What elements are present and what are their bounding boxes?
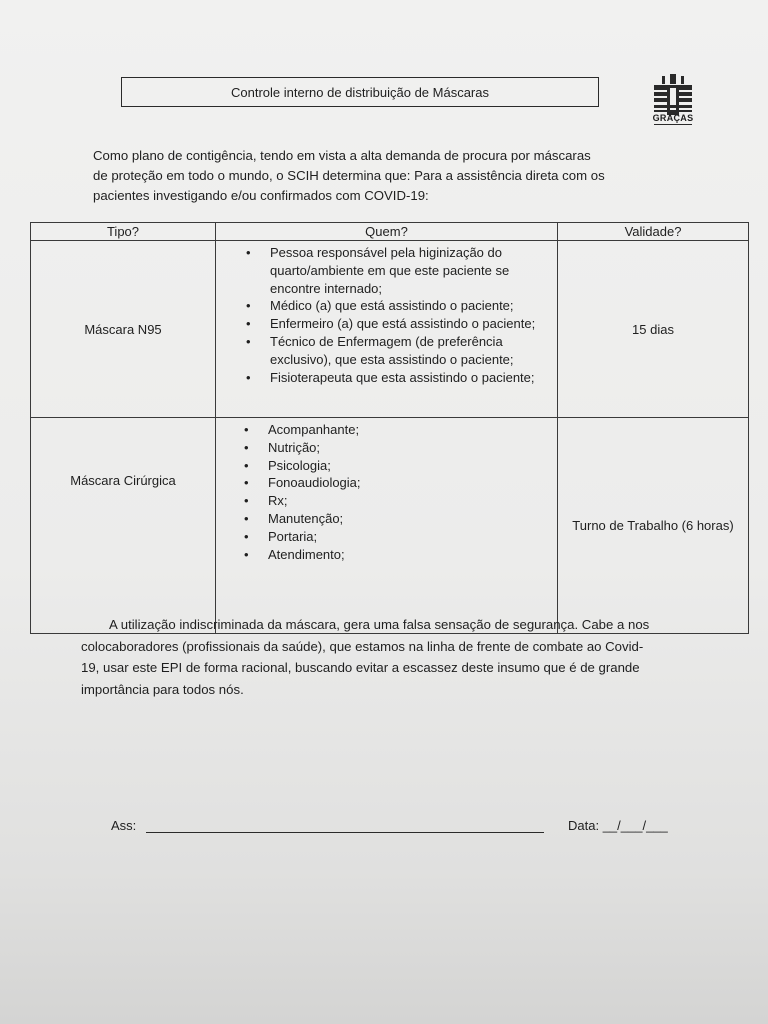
list-item: • Enfermeiro (a) que está assistindo o paciente; [246, 315, 557, 333]
date-field[interactable] [568, 818, 668, 833]
list-item: • Atendimento; [244, 546, 557, 564]
date-label: Data: [568, 818, 600, 833]
quem-cell [216, 418, 558, 634]
list-item: • Fisioterapeuta que esta assistindo o paciente; [246, 369, 557, 387]
list-item: • Portaria; [244, 528, 557, 546]
closing-line: 19, usar este EPI de forma racional, buscando evitar a escassez deste insumo que é de grande [81, 660, 640, 675]
quem-cell [216, 241, 558, 418]
list-item: • Técnico de Enfermagem (de preferência exclusivo), que esta assistindo o paciente; [246, 333, 557, 369]
list-item: • Pessoa responsável pela higinização do quarto/ambiente em que este paciente se encontre internado; [246, 244, 557, 297]
header-tipo: Tipo? [31, 223, 216, 241]
list-item: • Fonoaudiologia; [244, 474, 557, 492]
tipo-cell: Máscara Cirúrgica [31, 418, 216, 634]
quem-list [216, 421, 557, 563]
list-item: • Acompanhante; [244, 421, 557, 439]
signature-label: Ass: [111, 818, 137, 833]
document-title: Controle interno de distribuição de Máscaras [231, 84, 489, 100]
document-title-box [121, 77, 599, 107]
logo-text: GRAÇAS [652, 113, 694, 123]
table-row [31, 241, 749, 418]
date-blank: __/___/___ [602, 818, 668, 833]
validade-cell: Turno de Trabalho (6 horas) [558, 418, 749, 634]
intro-paragraph [93, 146, 633, 206]
intro-line: de proteção em todo o mundo, o SCIH determina que: Para a assistência direta com os [93, 168, 605, 183]
list-item: • Psicologia; [244, 457, 557, 475]
validade-cell: 15 dias [558, 241, 749, 418]
intro-line: Como plano de contigência, tendo em vista a alta demanda de procura por máscaras [93, 148, 591, 163]
list-item: • Rx; [244, 492, 557, 510]
header-quem: Quem? [216, 223, 558, 241]
header-validade: Validade? [558, 223, 749, 241]
logo-underline [654, 124, 692, 125]
tipo-cell: Máscara N95 [31, 241, 216, 418]
hospital-logo [652, 72, 694, 128]
table-row [31, 418, 749, 634]
closing-line: A utilização indiscriminada da máscara, gera uma falsa sensação de segurança. Cabe a nos [109, 617, 650, 632]
closing-line: colocaboradores (profissionais da saúde), que estamos na linha de frente de combate ao Covid- [81, 638, 644, 654]
list-item: • Nutrição; [244, 439, 557, 457]
list-item: • Manutenção; [244, 510, 557, 528]
closing-paragraph [81, 614, 681, 700]
table-header-row [31, 223, 749, 241]
list-item: • Médico (a) que está assistindo o paciente; [246, 297, 557, 315]
quem-list [216, 244, 557, 386]
signature-line[interactable] [146, 832, 544, 833]
mask-distribution-table [30, 222, 749, 634]
intro-line: pacientes investigando e/ou confirmados com COVID-19: [93, 188, 429, 203]
closing-line: importância para todos nós. [81, 681, 244, 697]
